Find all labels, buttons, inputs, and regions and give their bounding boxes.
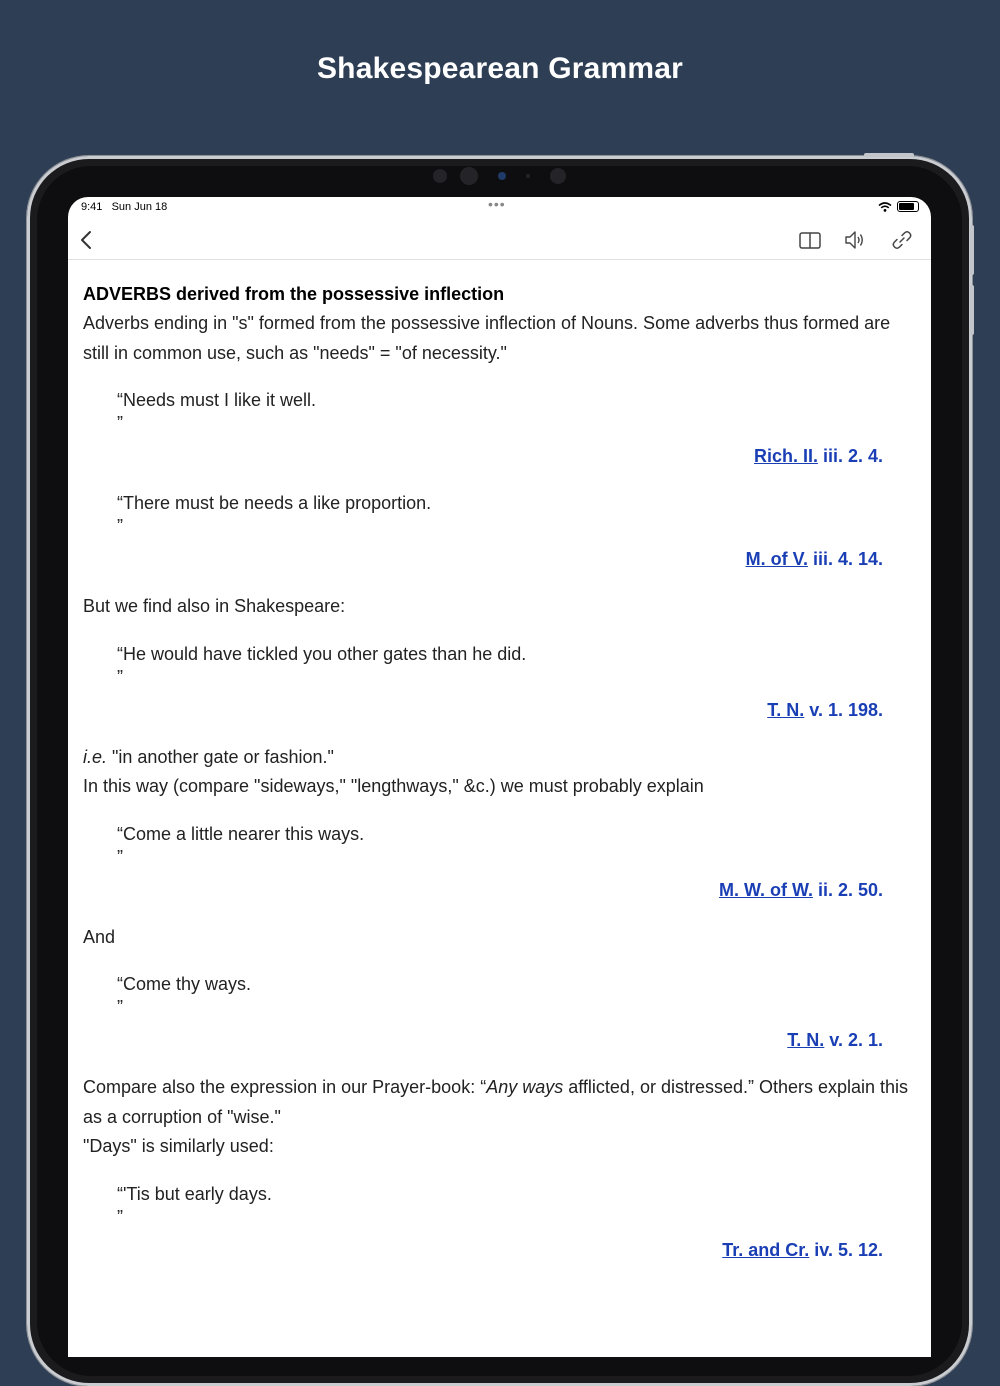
quote-text: “Come a little nearer this ways. [117, 823, 365, 844]
citation-link[interactable]: M. of V. [745, 549, 808, 569]
chevron-left-icon [79, 229, 93, 251]
citation-location: v. 2. 1. [824, 1030, 883, 1050]
speaker-icon [843, 229, 867, 251]
camera-flood-icon [526, 174, 530, 178]
citation-5 [83, 1025, 883, 1055]
paragraph-3-text: "in another gate or fashion." [107, 746, 334, 767]
paragraph-intro: Adverbs ending in "s" formed from the possessive inflection of Nouns. Some adverbs thus formed are still in common use, such as "needs" = "of necessity." [83, 313, 891, 363]
citation-link[interactable]: M. W. of W. [718, 879, 813, 900]
citation-3 [83, 695, 883, 725]
book-icon [798, 230, 822, 250]
quote-5 [117, 970, 918, 1019]
article-content [83, 259, 918, 1265]
citation-location: ii. 2. 50. [812, 879, 883, 900]
camera-lens-icon [460, 167, 478, 185]
multitasking-dots-icon[interactable]: ••• [488, 197, 506, 212]
side-button-2 [970, 285, 974, 335]
article-heading: ADVERBS derived from the possessive inflection [83, 284, 505, 304]
quote-text: “He would have tickled you other gates than he did. [117, 643, 527, 664]
status-time-date [81, 201, 167, 213]
citation-location: iv. 5. 12. [809, 1239, 883, 1260]
citation-6 [83, 1235, 883, 1265]
quote-4 [117, 820, 918, 869]
share-link-button[interactable] [887, 225, 917, 255]
side-button-1 [970, 225, 974, 275]
app-screen [68, 197, 931, 1357]
citation-location: iii. 2. 4. [817, 446, 883, 466]
citation-link[interactable]: Tr. and Cr. [722, 1239, 810, 1260]
citation-location: iii. 4. 14. [807, 549, 883, 569]
paragraph-5-emphasis: Any ways [486, 1077, 564, 1097]
quote-text: “'Tis but early days. [117, 1183, 272, 1204]
status-bar [68, 197, 931, 219]
citation-1 [83, 441, 883, 471]
quote-close: ” [117, 413, 123, 433]
citation-location: v. 1. 198. [804, 699, 883, 720]
wifi-icon [878, 202, 892, 212]
back-button[interactable] [71, 225, 101, 255]
citation-2 [83, 544, 883, 574]
quote-text: “Come thy ways. [117, 974, 252, 994]
paragraph-5-line2: "Days" is similarly used: [83, 1136, 274, 1156]
camera-sensor-icon [433, 169, 447, 183]
quote-2 [117, 489, 918, 538]
volume-button-top [864, 153, 914, 157]
quote-1 [117, 386, 918, 435]
status-indicators [878, 201, 919, 212]
quote-close: ” [117, 1206, 123, 1227]
quote-text: “Needs must I like it well. [117, 390, 317, 410]
quote-close: ” [117, 666, 123, 687]
camera-indicator-icon [498, 172, 506, 180]
quote-close: ” [117, 516, 123, 536]
promo-title: Shakespearean Grammar [316, 52, 684, 85]
paragraph-5-b: afflicted, or distressed.” Others explain this as a corruption of "wise." [83, 1077, 909, 1127]
paragraph-3-line2: In this way (compare "sideways," "lengthways," &c.) we must probably explain [83, 776, 704, 796]
paragraph-5-a: Compare also the expression in our Prayer-book: “ [83, 1077, 487, 1097]
paragraph-2: But we find also in Shakespeare: [83, 596, 346, 616]
paragraph-4: And [83, 926, 116, 947]
quote-close: ” [117, 997, 123, 1017]
speak-button[interactable] [840, 225, 870, 255]
toolbar [68, 219, 931, 260]
battery-icon [897, 201, 919, 212]
quote-6 [117, 1180, 918, 1229]
status-date: Sun Jun 18 [111, 201, 168, 213]
quote-text: “There must be needs a like proportion. [117, 493, 432, 513]
link-icon [891, 229, 913, 251]
ie-abbrev: i.e. [83, 746, 108, 767]
reader-button[interactable] [795, 225, 825, 255]
citation-link[interactable]: T. N. [787, 1030, 825, 1050]
quote-close: ” [117, 846, 123, 867]
camera-proximity-icon [550, 168, 566, 184]
status-time: 9:41 [81, 201, 103, 213]
quote-3 [117, 640, 918, 689]
citation-4 [83, 875, 883, 905]
paragraph-5 [83, 1073, 918, 1132]
citation-link[interactable]: T. N. [767, 699, 805, 720]
paragraph-3 [83, 743, 918, 773]
citation-link[interactable]: Rich. II. [753, 446, 818, 466]
